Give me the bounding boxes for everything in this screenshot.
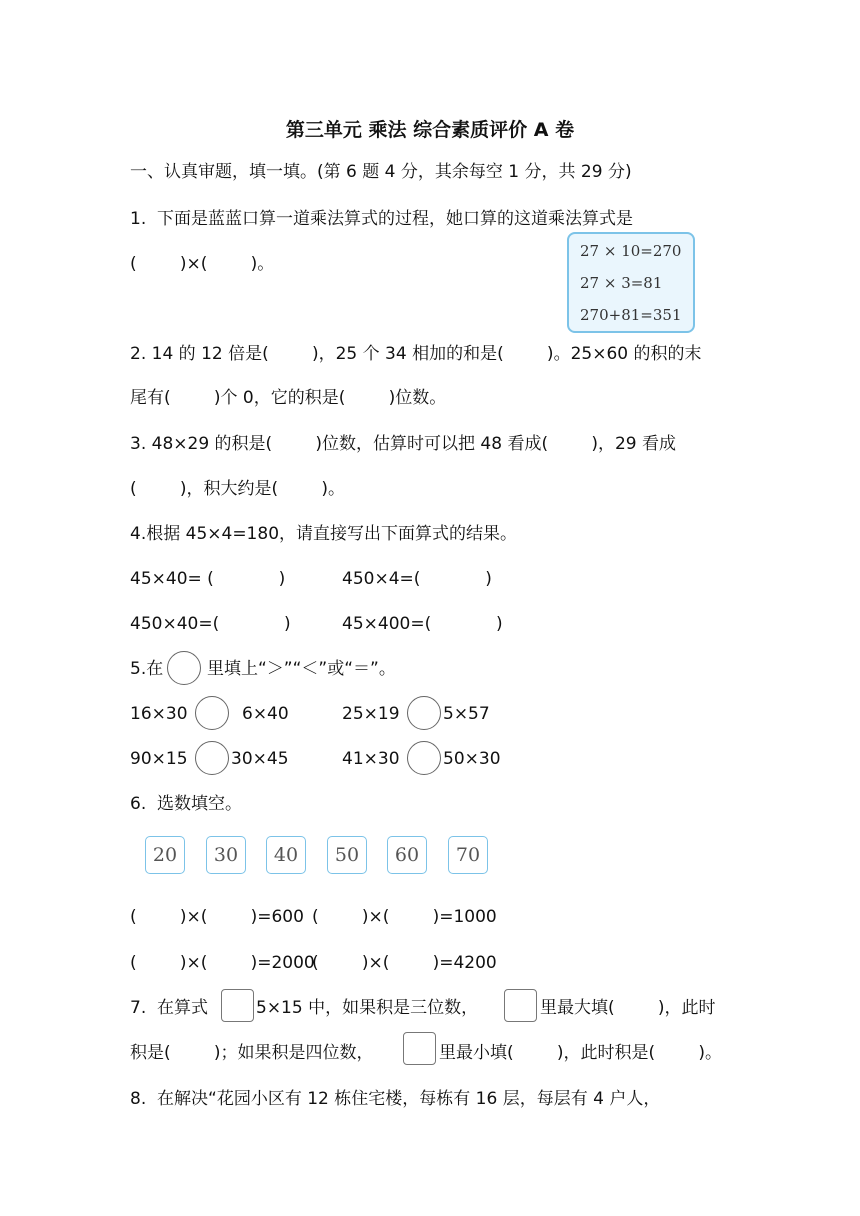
compare-circle-example [167, 651, 201, 685]
q4-text: 4.根据 45×4=180，请直接写出下面算式的结果。 [130, 524, 518, 544]
q4-item: 450×40=( ) [130, 614, 291, 634]
blank-box[interactable] [403, 1032, 436, 1065]
number-card: 50 [327, 836, 367, 874]
q5-prefix: 5.在 [130, 659, 164, 679]
calc-process-box [567, 232, 695, 333]
q1-answer: ( )×( )。 [130, 254, 275, 274]
number-card: 40 [266, 836, 306, 874]
q8-text: 8. 在解决“花园小区有 12 栋住宅楼，每栋有 16 层，每层有 4 户人， [130, 1089, 661, 1109]
compare-right: 30×45 [231, 749, 289, 769]
compare-right: 6×40 [242, 704, 289, 724]
q5-instruction: 里填上“＞”“＜”或“＝”。 [207, 659, 396, 679]
number-card: 20 [145, 836, 185, 874]
q2-text: 2. 14 的 12 倍是( )，25 个 34 相加的和是( )。25×60 的积的末 [130, 344, 702, 364]
compare-left: 25×19 [342, 704, 400, 724]
q4-item: 450×4=( ) [342, 569, 492, 589]
compare-left: 41×30 [342, 749, 400, 769]
compare-left: 16×30 [130, 704, 188, 724]
q7-text: 7. 在算式 [130, 998, 209, 1018]
blank-box[interactable] [221, 989, 254, 1022]
compare-circle[interactable] [195, 741, 229, 775]
page-title: 第三单元 乘法 综合素质评价 A 卷 [285, 119, 575, 141]
q6-equation: ( )×( )=4200 [312, 953, 497, 973]
calc-step: 270+81=351 [580, 306, 682, 324]
number-card: 60 [387, 836, 427, 874]
q7-text: 里最大填( )，此时 [540, 998, 716, 1018]
compare-circle[interactable] [195, 696, 229, 730]
q7-text: 5×15 中，如果积是三位数， [256, 998, 479, 1018]
q7-text: 里最小填( )，此时积是( )。 [439, 1043, 722, 1063]
q7-text: 积是( )；如果积是四位数， [130, 1043, 374, 1063]
calc-step: 27 × 10=270 [580, 242, 682, 260]
compare-right: 50×30 [443, 749, 501, 769]
blank-box[interactable] [504, 989, 537, 1022]
number-card: 70 [448, 836, 488, 874]
q2-text-cont: 尾有( )个 0，它的积是( )位数。 [130, 388, 447, 408]
q6-equation: ( )×( )=1000 [312, 907, 497, 927]
compare-circle[interactable] [407, 741, 441, 775]
q6-equation: ( )×( )=2000 [130, 953, 315, 973]
compare-circle[interactable] [407, 696, 441, 730]
compare-left: 90×15 [130, 749, 188, 769]
q6-text: 6. 选数填空。 [130, 794, 243, 814]
q4-item: 45×400=( ) [342, 614, 503, 634]
number-card: 30 [206, 836, 246, 874]
q3-text: 3. 48×29 的积是( )位数，估算时可以把 48 看成( )，29 看成 [130, 434, 676, 454]
q1-text: 1. 下面是蓝蓝口算一道乘法算式的过程，她口算的这道乘法算式是 [130, 209, 634, 229]
compare-right: 5×57 [443, 704, 490, 724]
calc-step: 27 × 3=81 [580, 274, 663, 292]
section-heading: 一、认真审题，填一填。(第 6 题 4 分，其余每空 1 分，共 29 分) [130, 162, 632, 182]
q6-equation: ( )×( )=600 [130, 907, 304, 927]
q3-text-cont: ( )，积大约是( )。 [130, 479, 345, 499]
q4-item: 45×40= ( ) [130, 569, 286, 589]
